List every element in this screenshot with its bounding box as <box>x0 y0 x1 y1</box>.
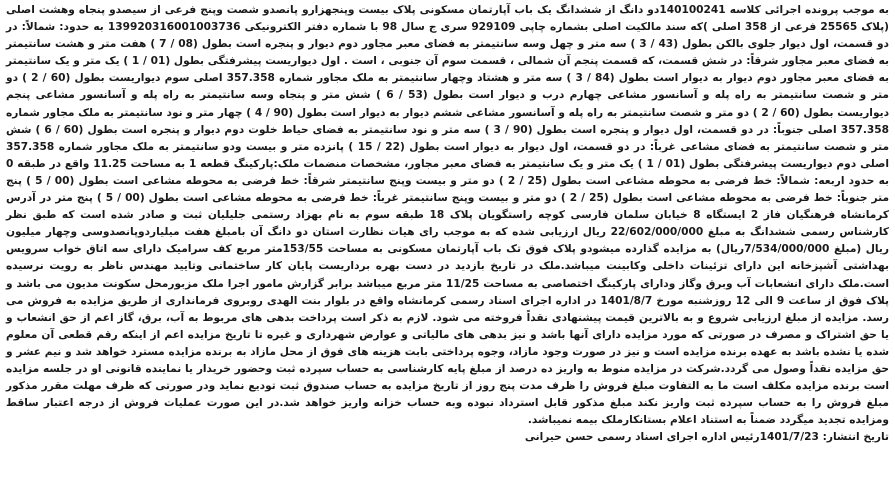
publication-date-signature: تاریخ انتشار: 1401/7/23رئیس اداره اجرای اسناد رسمی حسن حیرانی <box>524 431 889 444</box>
auction-notice-body: به موجب پرونده اجرائی کلاسه 140100241دو دانگ از ششدانگ یک باب آپارتمان مسکونی پلاک بیست وپنجهزارو پانصدو شصت وپنج فرعی از سیصدو پنجاه وهشت اصلی (پلاک 25565 فرعی از 358 اصلی )که سند مالکیت اصلی بشماره چاپی 929109 سری ج سال 98 با شماره دفتر الکترونیکی 139920316001003736 به حدود: شمالاً: در دو قسمت، اول دیوار جلوی بالکن بطول (43 / 3 ) سه متر و چهل وسه سانتیمتر به فضای معبر مجاور دوم دیوار و پنجره است بطول (08 / 7 ) هفت متر و هشت سانتیمتر به فضای معبر مجاور شرقاً: در شش قسمت، که قسمت پنجم آن شمالی ، قسمت سوم آن جنوبی ، است . اول دیواریست پیشرفتگی بطول (01 / 1 ) یک متر و یک سانتیمتر به فضای معبر مجاور دوم دیوار به دیوار است بطول (84 / 3 ) سه متر و هشتاد وچهار سانتیمتر به ملک مجاور شماره 357.358 اصلی سوم دیواریست بطول (60 / 2 ) دو متر و شصت سانتیمتر به راه پله و آسانسور مشاعی چهارم درب و دیوار است بطول (53 / 6 ) شش متر و پنجاه وسه سانتیمتر به راه پله و آسانسور مشاعی پنجم دیواریست بطول (60 / 2 ) دو متر و شصت سانتیمتر به راه پله و آسانسور مشاعی ششم دیوار به دیوار است بطول (90 / 4 ) چهار متر و نود سانتیمتر به ملک مجاور شماره 357.358 اصلی جنوباً: در دو قسمت، اول دیوار و پنجره است بطول (90 / 3 ) سه متر و نود سانتیمتر به فضای حیاط خلوت دوم دیوار و پنجره است بطول (60 / 6 ) شش متر و شصت سانتیمتر به فضای مشاعی غرباً: در دو قسمت، اول دیوار به دیوار است بطول (22 / 15 ) پانزده متر و بیست ودو سانتیمتر به ملک مجاور شماره 357.358 اصلی دوم دیواریست پیشرفتگی بطول (01 / 1 ) یک متر و یک سانتیمتر به فضای معبر مجاور، مشخصات منضمات ملک:پارکینگ قطعه 1 به مساحت 11.25 واقع در طبقه 0 به حدود اربعه: شمالاً: خط فرضی به محوطه مشاعی است بطول (25 / 2 ) دو متر و بیست وپنج سانتیمتر شرقاً: خط فرضی به محوطه مشاعی است بطول (00 / 5 ) پنج متر جنوباً: خط فرضی به محوطه مشاعی است بطول (25 / 2 ) دو متر و بیست وپنج سانتیمتر غرباً: خط فرضی به محوطه مشاعی است بطول (00 / 5 ) پنج متر در آدرس کرمانشاه فرهنگیان فاز 2 ایستگاه 8 خیابان سلمان فارسی کوچه راستگویان پلاک 18 طبقه سوم به نام بهزاد رستمی جلیلیان ثبت و صادر شده است که طبق نظر کارشناس رسمی ششدانگ به مبلغ 22/602/000/000 ریال ارزیابی شده که به موجب رای هیات نظارت استان دو دانگ آن بامبلغ هفت میلیاردوپانصدوسی وچهار میلیون ریال (مبلغ 7/534/000/000ریال) به مزایده گذارده میشودو پلاک فوق تک باب آپارتمان مسکونی به مساحت 153/55متر مربع کف سرامیک دارای سه اتاق خواب سرویس بهداشتی آشپزخانه این دارای تزئینات داخلی وکابینت میباشد.ملک در تاریخ بازدید در دست بهره برداریست پایان کار ساختمانی وتایید مهندس ناظر به رویت نرسیده است.ملک دارای انشعابات آب وبرق وگاز ودارای پارکینگ اختصاصی به مساحت 11/25 متر مربع میباشد برابر گزارش مامور اجرا ملک مزبورمحل سکونت مدیون می باشد و پلاک فوق از ساعت 9 الی 12 روزشنبه مورخ 1401/8/7 در اداره اجرای اسناد رسمی کرمانشاه واقع در بلوار بنت الهدی روبروی فرمانداری از طریق مزایده به فروش می رسد. مزایده از مبلغ ارزیابی شروع و به بالاترین قیمت پیشنهادی نقداً فروخته می شود. لازم به ذکر است پرداخت بدهی های مربوط به آب، برق، گاز اعم از حق انشعاب و یا حق اشتراک و مصرف در صورتی که مورد مزایده دارای آنها باشد و نیز بدهی های مالیاتی و عوارض شهرداری و غیره تا تاریخ مزایده اعم از اینکه رقم قطعی آن معلوم شده یا نشده باشد به عهده برنده مزایده است و نیز در صورت وجود مازاد، وجوه پرداختی بابت هزینه های فوق از محل مازاد به برنده مزایده مسترد خواهد شد و نیم عشر و حق مزایده نقداً وصول می گردد.شرکت در مزایده منوط به واریز ده درصد از مبلغ پایه کارشناسی به حساب سپرده ثبت وحضور خریدار یا نماینده قانونی او در جلسه مزایده است برنده مزایده مکلف است ما به التفاوت مبلغ فروش را ظرف مدت پنج روز از تاریخ مزایده به حساب صندوق ثبت تودیع نماید ودر صورتی که ظرف مهلت مقرر مذکور مبلغ فروش را به حساب سپرده ثبت واریز نکند مبلغ مذکور قابل استرداد نبوده وبه حساب خزانه واریز خواهد شد.در این صورت عملیات فروش از درجه اعتبار ساقط ومزایده تجدید میگردد ضمناً به استناد اعلام بستانکارملک بیمه نمیباشد. <box>6 4 890 427</box>
